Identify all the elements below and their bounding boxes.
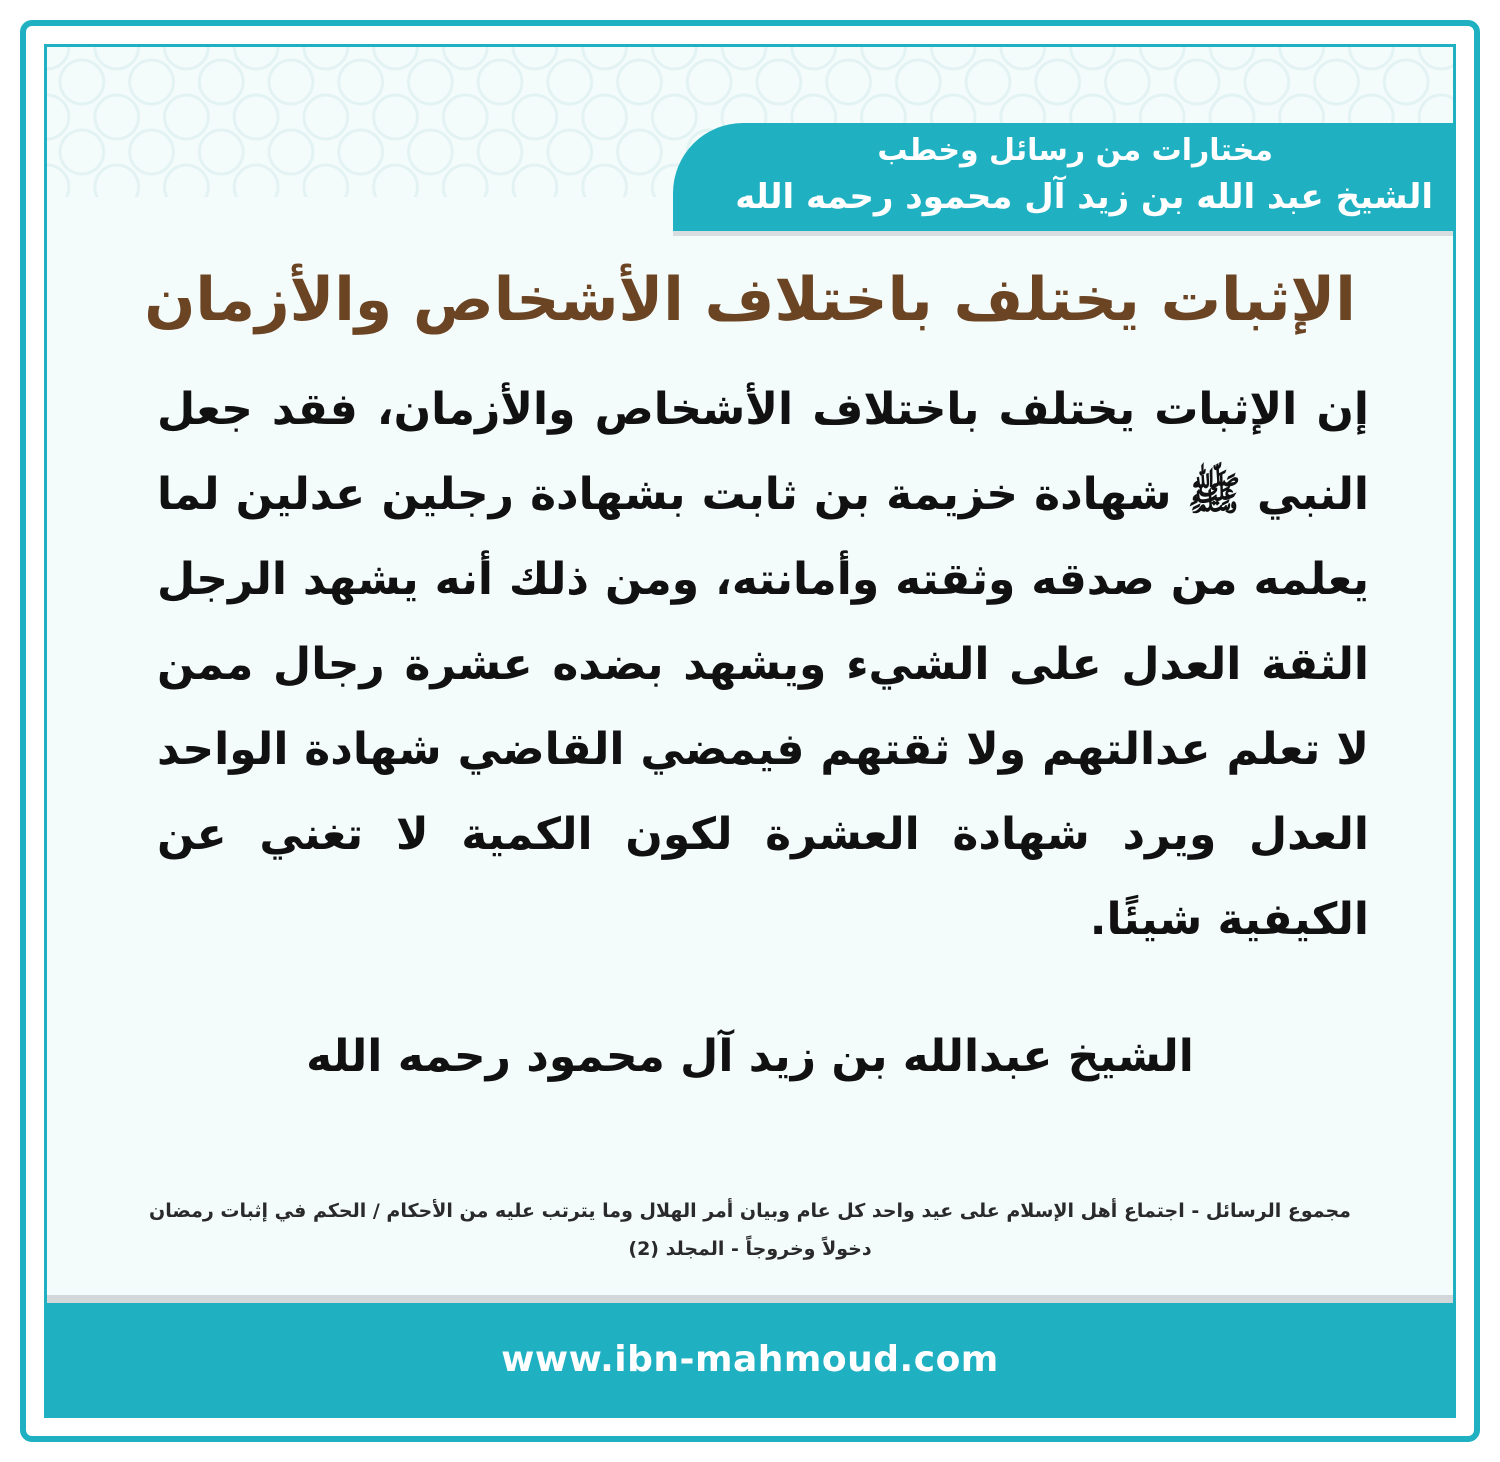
source-citation: مجموع الرسائل - اجتماع أهل الإسلام على عيد واحد كل عام وبيان أمر الهلال وما يترتب عليه من الأحكام / الحكم في إثبات رمضان دخولاً وخروجاً - المجلد (2) (149, 1200, 1351, 1260)
quote-body: إن الإثبات يختلف باختلاف الأشخاص والأزمان، فقد جعل النبي ﷺ شهادة خزيمة بن ثابت بشهادة رجلين عدلين لما يعلمه من صدقه وثقته وأمانته، ومن ذلك أنه يشهد الرجل الثقة العدل على الشيء ويشهد بضده عشرة رجال ممن لا تعلم عدالتهم ولا ثقتهم فيمضي القاضي شهادة الواحد العدل ويرد شهادة العشرة لكون الكمية لا تغني عن الكيفية شيئًا. (157, 384, 1369, 945)
outer-frame (20, 20, 1480, 1442)
footer-bar (47, 1303, 1453, 1415)
footer-divider (47, 1295, 1453, 1303)
page-title: الإثبات يختلف باختلاف الأشخاص والأزمان (144, 265, 1356, 335)
card (44, 44, 1456, 1418)
author-signature: الشيخ عبدالله بن زيد آل محمود رحمه الله (306, 1031, 1194, 1082)
header-subtitle: مختارات من رسائل وخطب (877, 133, 1273, 168)
website-link[interactable]: www.ibn-mahmoud.com (501, 1338, 999, 1380)
header-banner (673, 123, 1453, 231)
header-author: الشيخ عبد الله بن زيد آل محمود رحمه الله (735, 177, 1433, 217)
